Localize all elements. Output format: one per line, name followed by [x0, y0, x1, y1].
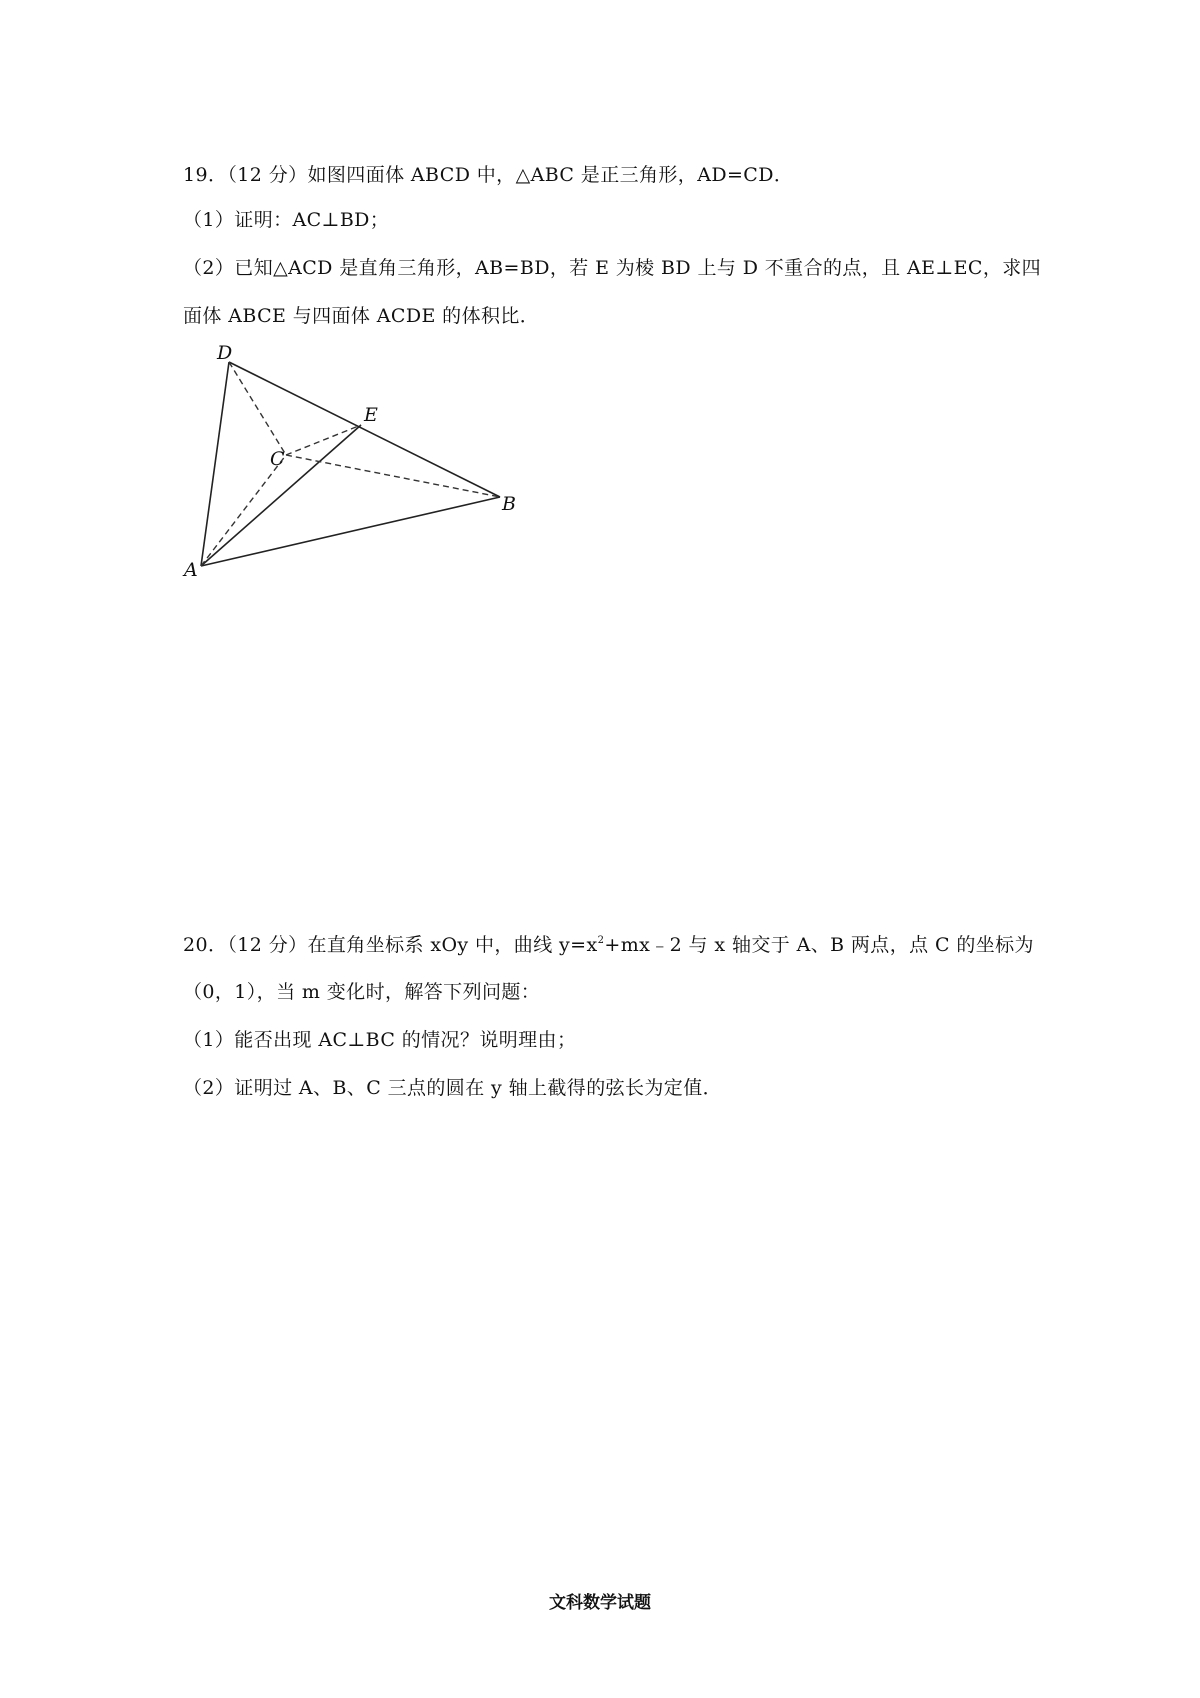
q20-stem-cont: （0，1），当 m 变化时，解答下列问题： — [183, 981, 541, 1003]
q20-stem-part2: +mx﹣2 与 x 轴交于 A、B 两点，点 C 的坐标为 — [604, 934, 1034, 956]
q19-part2-cont: 面体 ABCE 与四面体 ACDE 的体积比． — [183, 305, 540, 327]
edge-CB — [286, 455, 500, 497]
q19-part1: （1）证明：AC⊥BD； — [183, 209, 390, 231]
vertex-label-B: B — [502, 493, 516, 515]
edge-CE — [286, 425, 361, 455]
q20-exponent: 2 — [597, 935, 605, 946]
tetrahedron-figure — [180, 340, 520, 580]
q20-stem — [183, 930, 1034, 957]
q20-stem-part1: 20．（12 分）在直角坐标系 xOy 中，曲线 y=x — [183, 934, 598, 956]
vertex-label-A: A — [184, 559, 198, 580]
edge-AD — [201, 362, 229, 566]
q20-part1: （1）能否出现 AC⊥BC 的情况？说明理由； — [183, 1029, 577, 1051]
edge-AE — [201, 425, 361, 566]
page-footer: 文科数学试题 — [549, 1593, 651, 1613]
q19-stem: 19．（12 分）如图四面体 ABCD 中，△ABC 是正三角形，AD=CD． — [183, 164, 794, 186]
vertex-label-E: E — [364, 404, 378, 426]
vertex-label-D: D — [217, 342, 233, 364]
q19-part2: （2）已知△ACD 是直角三角形，AB=BD，若 E 为棱 BD 上与 D 不重合的点，且 AE⊥EC，求四 — [183, 257, 1042, 279]
q20-part2: （2）证明过 A、B、C 三点的圆在 y 轴上截得的弦长为定值． — [183, 1077, 723, 1099]
vertex-label-C: C — [270, 448, 285, 470]
